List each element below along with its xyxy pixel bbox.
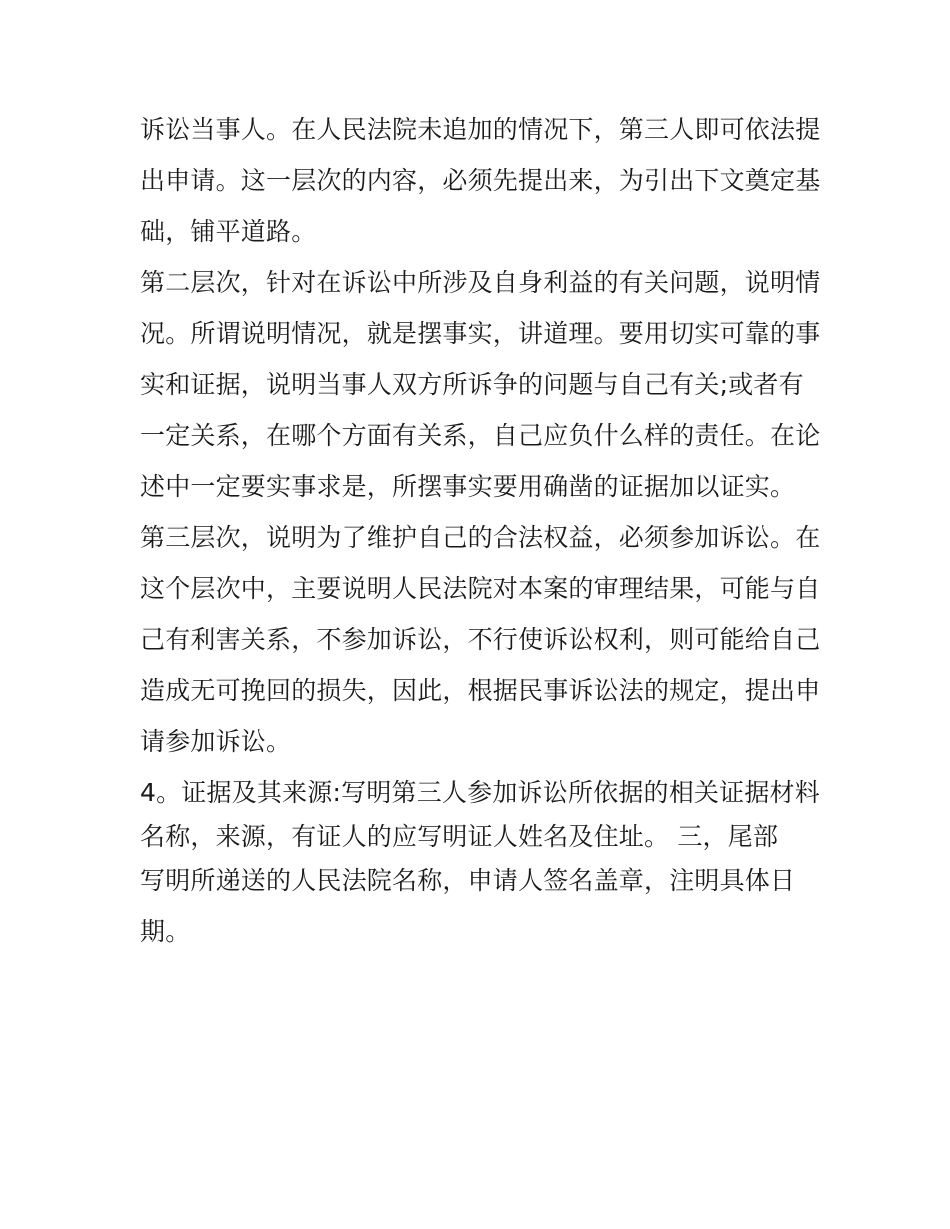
- body-line: 述中一定要实事求是，所摆事实要用确凿的证据加以证实。: [140, 472, 796, 501]
- body-line: 写明所递送的人民法院名称，申请人签名盖章，注明具体日: [140, 866, 796, 895]
- body-line: 实和证据，说明当事人双方所诉争的问题与自己有关;或者有: [140, 370, 804, 399]
- body-line: 况。所谓说明情况，就是摆事实，讲道理。要用切实可靠的事: [140, 319, 821, 348]
- body-line: 础，铺平道路。: [140, 217, 317, 246]
- body-line: 一定关系，在哪个方面有关系，自己应负什么样的责任。在论: [140, 421, 821, 450]
- body-line: 名称，来源，有证人的应写明证人姓名及住址。 三，尾部: [140, 822, 779, 851]
- body-line: 请参加诉讼。: [140, 727, 292, 756]
- body-line: 期。: [140, 917, 191, 946]
- body-line: 第二层次，针对在诉讼中所涉及自身利益的有关问题，说明情: [140, 268, 821, 297]
- body-line: 这个层次中，主要说明人民法院对本案的审理结果，可能与自: [140, 574, 821, 603]
- body-line: 造成无可挽回的损失，因此，根据民事诉讼法的规定，提出申: [140, 676, 821, 705]
- body-line: 己有利害关系，不参加诉讼，不行使诉讼权利，则可能给自己: [140, 625, 821, 654]
- document-body: [140, 104, 820, 957]
- body-line: 诉讼当事人。在人民法院未追加的情况下，第三人即可依法提: [140, 115, 821, 144]
- body-line: 出申请。这一层次的内容，必须先提出来，为引出下文奠定基: [140, 166, 821, 195]
- body-line: 第三层次，说明为了维护自己的合法权益，必须参加诉讼。在: [140, 523, 821, 552]
- body-line: 4。证据及其来源:写明第三人参加诉讼所依据的相关证据材料: [140, 778, 820, 807]
